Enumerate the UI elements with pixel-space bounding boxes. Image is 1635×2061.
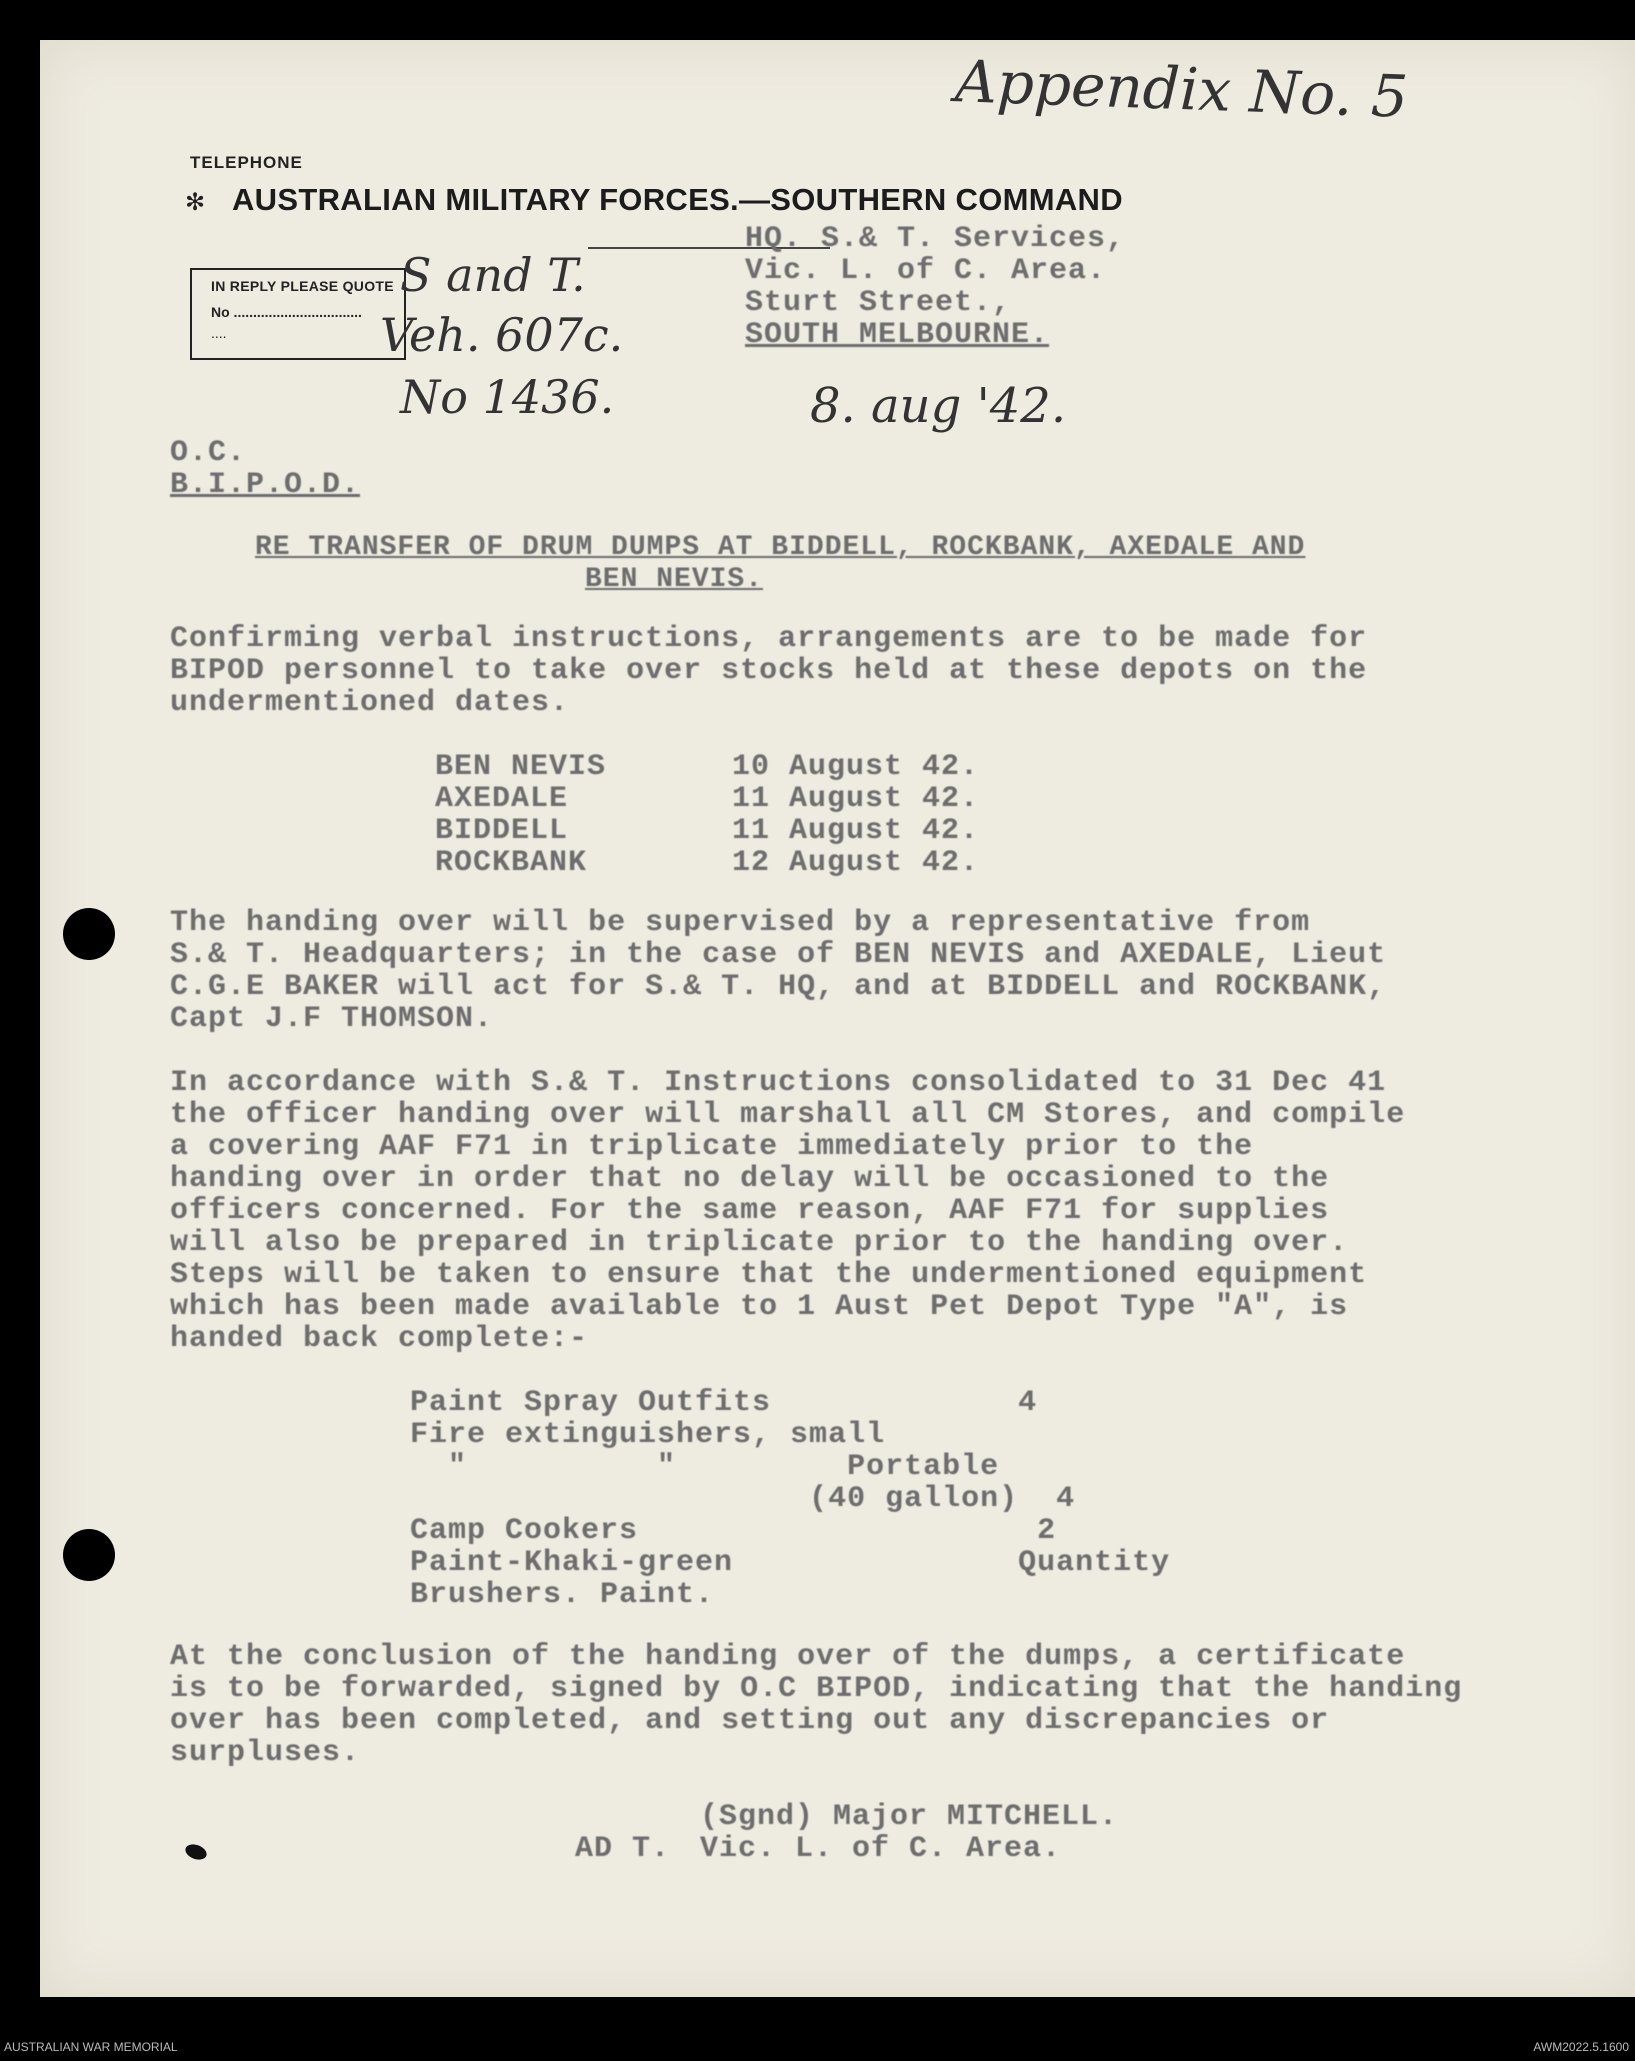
schedule-date: 11 August 42. <box>732 782 980 816</box>
sender-address-line: HQ. S.& T. Services, <box>745 222 1126 256</box>
phone-icon: ✻ <box>185 189 206 216</box>
subject-line: RE TRANSFER OF DRUM DUMPS AT BIDDELL, ROCKBANK, AXEDALE AND <box>255 532 1306 563</box>
equipment-line: Paint-Khaki-green Quantity <box>410 1546 1171 1580</box>
schedule-place: BIDDELL <box>435 814 569 848</box>
body-line: The handing over will be supervised by a representative from <box>170 906 1311 940</box>
subject-line: BEN NEVIS. <box>585 564 764 595</box>
body-line: In accordance with S.& T. Instructions consolidated to 31 Dec 41 <box>170 1066 1387 1100</box>
recipient-line: O.C. <box>170 436 247 470</box>
reply-box <box>190 268 406 360</box>
schedule-place: BEN NEVIS <box>435 750 607 784</box>
appendix-annotation: Appendix No. 5 <box>953 47 1410 131</box>
schedule-date: 12 August 42. <box>732 846 980 880</box>
body-line: At the conclusion of the handing over of the dumps, a certificate <box>170 1640 1406 1674</box>
schedule-date: 11 August 42. <box>732 814 980 848</box>
body-line: officers concerned. For the same reason, AAF F71 for supplies <box>170 1194 1330 1228</box>
equipment-line: Brushers. Paint. <box>410 1578 715 1612</box>
body-line: which has been made available to 1 Aust Pet Depot Type "A", is <box>170 1290 1349 1324</box>
punch-hole <box>63 1529 115 1581</box>
handwritten-ref-line3: No 1436. <box>400 370 615 424</box>
signature-title: AD T. <box>575 1832 671 1866</box>
body-line: handed back complete:- <box>170 1322 589 1356</box>
body-line: BIPOD personnel to take over stocks held at these depots on the <box>170 654 1368 688</box>
body-line: will also be prepared in triplicate prior to the handing over. <box>170 1226 1349 1260</box>
body-line: is to be forwarded, signed by O.C BIPOD, indicating that the handing <box>170 1672 1463 1706</box>
equipment-line: " " Portable <box>410 1450 1000 1484</box>
body-line: over has been completed, and setting out any discrepancies or <box>170 1704 1330 1738</box>
body-line: undermentioned dates. <box>170 686 570 720</box>
telephone-label: TELEPHONE <box>190 153 303 172</box>
body-line: Capt J.F THOMSON. <box>170 1002 494 1036</box>
footer-credit: AUSTRALIAN WAR MEMORIAL <box>4 2040 178 2054</box>
body-line: surpluses. <box>170 1736 361 1770</box>
signature-line: (Sgnd) Major MITCHELL. <box>700 1800 1119 1834</box>
equipment-line: Fire extinguishers, small <box>410 1418 886 1452</box>
equipment-line: (40 gallon) 4 <box>410 1482 1076 1516</box>
reply-box-heading: IN REPLY PLEASE QUOTE <box>211 278 394 294</box>
body-line: Confirming verbal instructions, arrangements are to be made for <box>170 622 1368 656</box>
footer-accession-number: AWM2022.5.1600 <box>1533 2040 1629 2054</box>
body-line: S.& T. Headquarters; in the case of BEN NEVIS and AXEDALE, Lieut <box>170 938 1387 972</box>
schedule-date: 10 August 42. <box>732 750 980 784</box>
reply-box-number-line: No ................................. <box>211 304 362 320</box>
body-line: handing over in order that no delay will be occasioned to the <box>170 1162 1330 1196</box>
letterhead-title: AUSTRALIAN MILITARY FORCES.—SOUTHERN COMMAND <box>232 182 1123 217</box>
handwritten-ref-line2: Veh. 607c. <box>380 308 624 362</box>
sender-address-line: SOUTH MELBOURNE. <box>745 318 1050 352</box>
schedule-place: AXEDALE <box>435 782 569 816</box>
punch-hole <box>63 908 115 960</box>
equipment-line: Camp Cookers 2 <box>410 1514 1057 1548</box>
body-line: Steps will be taken to ensure that the undermentioned equipment <box>170 1258 1368 1292</box>
body-line: a covering AAF F71 in triplicate immediately prior to the <box>170 1130 1254 1164</box>
body-line: C.G.E BAKER will act for S.& T. HQ, and at BIDDELL and ROCKBANK, <box>170 970 1387 1004</box>
equipment-line: Paint Spray Outfits 4 <box>410 1386 1038 1420</box>
paper-blemish <box>183 1842 208 1863</box>
sender-address-line: Sturt Street., <box>745 286 1012 320</box>
reply-box-dots: .... <box>211 325 227 341</box>
signature-area: Vic. L. of C. Area. <box>700 1832 1062 1866</box>
schedule-place: ROCKBANK <box>435 846 588 880</box>
body-line: the officer handing over will marshall all CM Stores, and compile <box>170 1098 1406 1132</box>
recipient-line: B.I.P.O.D. <box>170 468 361 502</box>
handwritten-date: 8. aug '42. <box>810 378 1067 434</box>
document-page <box>40 40 1635 1997</box>
sender-address-line: Vic. L. of C. Area. <box>745 254 1107 288</box>
handwritten-ref-line1: S and T. <box>400 248 586 302</box>
